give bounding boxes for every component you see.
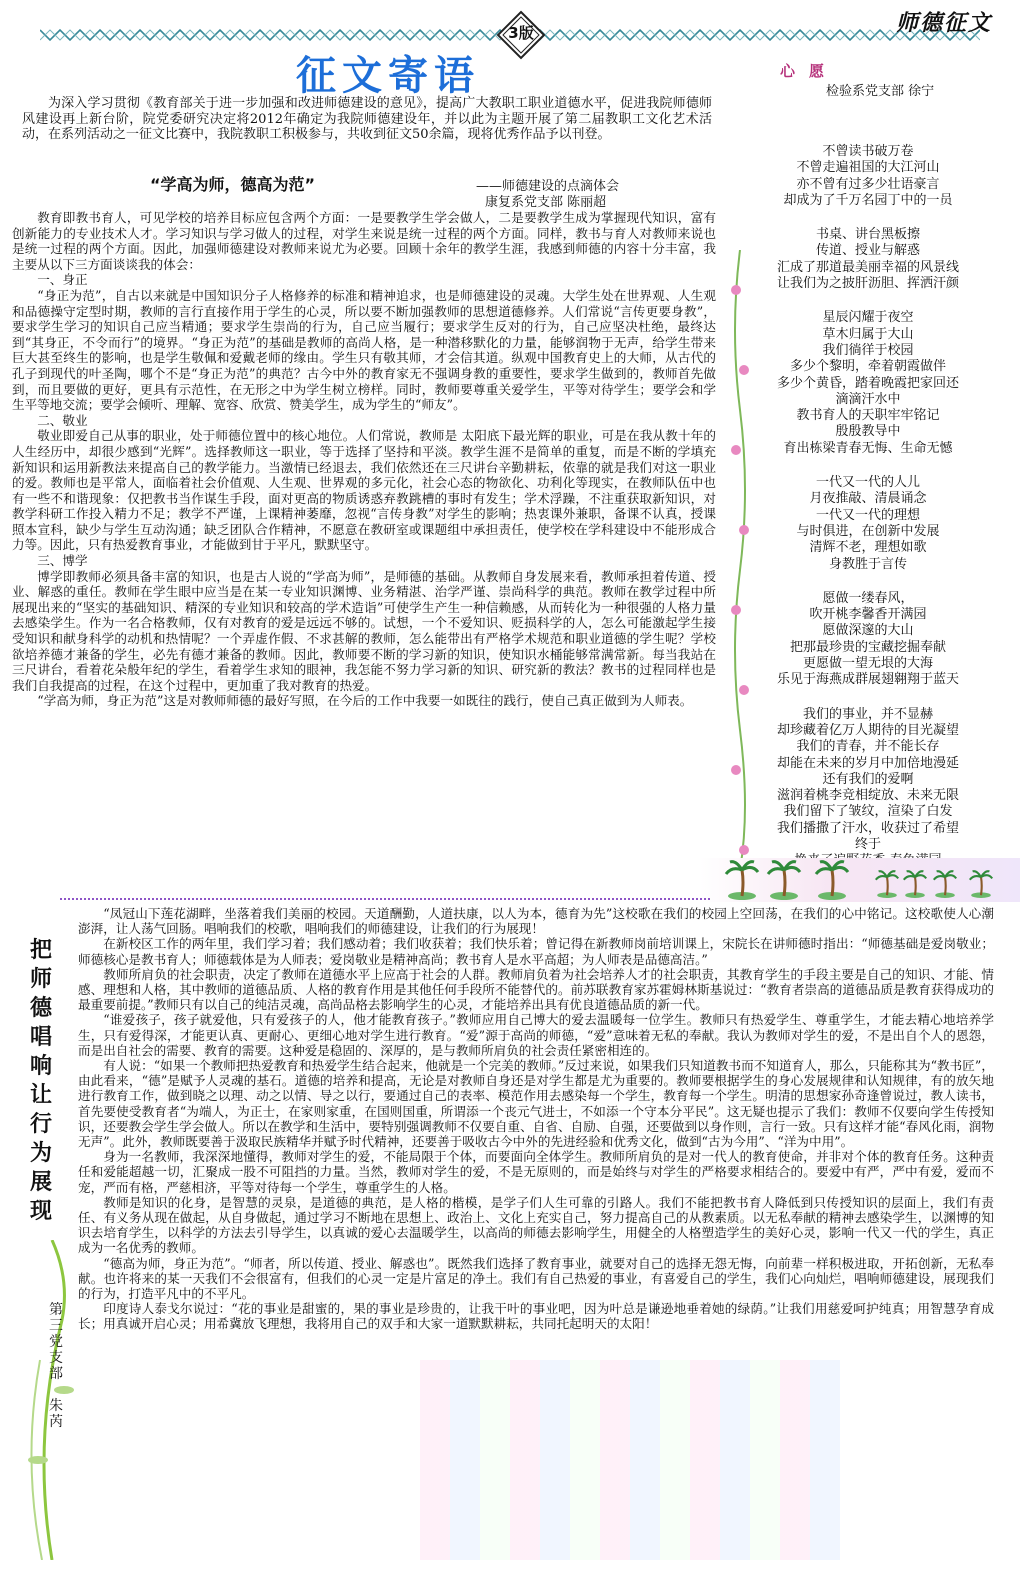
poem-line: 一代又一代的理想: [815, 507, 920, 523]
essay1-section-heading: 一、身正: [37, 272, 88, 288]
essay1-byline: 康复系党支部 陈丽超: [485, 195, 607, 210]
poem-line: 草木归属于大山: [822, 326, 914, 342]
poem-line: 把那最珍贵的宝藏挖掘奉献: [789, 639, 946, 655]
poem-line: 乐见于海燕成群展翅翱翔于蓝天: [776, 672, 959, 688]
poem-line: 却能在未来的岁月中加倍地漫延: [776, 755, 959, 771]
poem-line: 吹开桃李馨香开满园: [809, 607, 927, 623]
poem-line: 滋润着桃李竞相绽放、未来无限: [776, 788, 959, 804]
poem-stanza: [742, 707, 994, 870]
poem-body: [742, 144, 994, 888]
essay1-body: [12, 210, 716, 709]
palm-tree-icon: [904, 871, 926, 898]
masthead-title: 师德征文: [895, 11, 992, 36]
essay1-title: “学高为师，德高为范”: [150, 175, 316, 194]
poem-line: 我们留下了皱纹，渲染了白发: [783, 804, 953, 820]
essay1-paragraph: “学高为师，身正为范”这是对教师师德的最好写照，在今后的工作中我要一如既往的践行，使自己真正做到为人师表。: [37, 693, 693, 709]
poem-line: 多少个黎明，牵着朝霞做伴: [789, 359, 946, 375]
essay1-paragraph: 敬业即爱自己从事的职业，处于师德位置中的核心地位。人们常说，教师是 太阳底下最光辉的职业，可是在我从教十年的人生经历中，却很少感到“光辉”。选择教师这一职业，等于选择了坚持和平淡。教学生涯不是简单的重复，而是不断的学填充新知识和运用新教法来提高自己的教学能力。当激情已经退去，我们依然还在三尺讲台辛勤耕耘，依靠的就是我们对这一职业的爱。教师也是平常人，面临着社会价值观、人生观、世界观的多元化，社会心态的物欲化、功利化等现实，在教师队伍中也有一些不和谐现象：仅把教书当作谋生手段，面对更高的物质诱惑弃教跳槽的事时有发生；学术浮躁，不注重获取新知识，对教学科研工作投入精力不足；教学不严谨，上课精神萎靡，忽视“言传身教”对学生的影响；热衷课外兼职，备课不认真，授课照本宣科，缺少与学生互动沟通；缺乏团队合作精神，不愿意在教研室或课题组中承担责任，使学校在学科建设中不能形成合力等。因此，只有热爱教育事业，才能做到甘于平凡，默默坚守。: [12, 428, 716, 553]
poem-line: 月夜推敲、清晨诵念: [809, 491, 927, 507]
poem-line: 与时俱进，在创新中发展: [796, 523, 940, 539]
edition-badge: 3版: [508, 24, 534, 42]
poem-line: 更愿做一望无垠的大海: [802, 656, 933, 672]
poem-line: 让我们为之披肝沥胆、挥洒汗颜: [776, 276, 959, 292]
poem-line: 汇成了那道最美丽幸福的风景线: [776, 259, 959, 275]
essay2-paragraph: 印度诗人泰戈尔说过：“花的事业是甜蜜的，果的事业是珍贵的，让我干叶的事业吧，因为叶总是谦逊地垂着她的绿荫。”让我们用慈爱呵护纯真；用智慧孕育成长；用真诚开启心灵；用希冀放飞理想，我将用自己的双手和大家一道默默耕耘，共同托起明天的太阳！: [78, 1301, 994, 1332]
intro-paragraph: 为深入学习贯彻《教育部关于进一步加强和改进师德建设的意见》，提高广大教职工职业道德水平，促进我院师德师风建设再上新台阶，院党委研究决定将2012年确定为我院师德建设年，并以此为主题开展了第二届教职工文化艺术活动，在系列活动之一征文比赛中，我院教职工积极参与，共收到征文50余篇，现将优秀作品予以刊登。: [22, 96, 712, 142]
essay1-section-heading: 二、敬业: [37, 412, 88, 428]
poem-line: 星辰闪耀于夜空: [822, 310, 914, 326]
palm-tree-icon: [876, 871, 898, 898]
poem-line: 育出栋梁青春无悔、生命无憾: [783, 440, 953, 456]
palm-tree-icon: [768, 862, 800, 900]
essay2-paragraph: 教师是知识的化身，是智慧的灵泉，是道德的典范，是人格的楷模，是学子们人生可靠的引路人。我们不能把教书育人降低到只传授知识的层面上，我们有责任、有义务从现在做起，从自身做起，通过学习不断地在思想上、政治上、文化上充实自己，努力提高自己的从教素质。以无私奉献的精神去感染学生，以渊博的知识去培育学生，以科学的方法去引导学生，以真诚的爱心去温暖学生，以高尚的师德去影响学生，用健全的人格塑造学生的美好心灵，影响一代又一代的学生，真正成为一名优秀的教师。: [78, 1194, 994, 1256]
palm-tree-icon: [970, 871, 992, 898]
poem-line: 不曾读书破万卷: [822, 144, 914, 159]
essay2-author: 第 三 党 支 部 朱 芮: [49, 1302, 63, 1430]
palm-tree-icon: [934, 871, 956, 898]
essay2-paragraph: 在新校区工作的两年里，我们学习着；我们感动着；我们收获着；我们快乐着；曾记得在新教师岗前培训课上，宋院长在讲师德时指出：“师德基础是爱岗敬业；师德核心是教书育人；师德载体是为人师表；爱岗敬业是精神高尚；教书育人是水平高超；为人师表是品德高洁。”: [78, 936, 994, 967]
poem-line: 传道、授业与解惑: [815, 243, 920, 259]
poem-line: 我们播撒了汗水，收获过了希望: [776, 820, 959, 836]
pastel-background-decoration: [420, 1360, 840, 1560]
essay2-paragraph: “德高为师，身正为范”。“师者，所以传道、授业、解惑也”。既然我们选择了教育事业，就要对自己的选择无怨无悔，向前辈一样积极进取，开拓创新，无私奉献。也许将来的某一天我们不会很富有，但我们的心灵一定是片富足的净土。我们有自己热爱的事业，有喜爱自己的学生，我们心向灿烂，唱响师德建设，展现我们的行为，打造平凡中的不平凡。: [78, 1255, 994, 1302]
poem-line: 清辉不老，理想如歌: [809, 540, 927, 556]
poem-line: 滴滴汗水中: [835, 391, 901, 407]
poem-line: 书桌、讲台黑板擦: [815, 227, 920, 243]
essay1-paragraph: 教育即教书育人，可见学校的培养目标应包含两个方面：一是要教学生学会做人，二是要教学生成为掌握现代知识，富有创新能力的专业技术人才。学习知识与学习做人的过程，对学生来说是统一过程的两个方面。同样，教书与育人对教师来说也是统一过程的两个方面。因此，加强师德建设对教师来说尤为必要。回顾十余年的教学生涯，我感到师德的内容十分丰富，我主要从以下三方面谈谈我的体会：: [12, 210, 716, 272]
poem-stanza: [742, 310, 994, 457]
poem-line: 却珍藏着亿万人期待的目光凝望: [776, 722, 959, 738]
poem-line: 愿做一缕春风，: [822, 590, 914, 606]
essay1-subtitle: ——师德建设的点滴体会: [476, 179, 620, 194]
essay2-paragraph: “谁爱孩子，孩子就爱他，只有爱孩子的人，他才能教育孩子。”教师应用自己博大的爱去温暖每一位学生。教师只有热爱学生、尊重学生，才能去精心地培养学生，只有爱得深，才能更认真、更耐心、更细心地对学生进行教育。“爱”源于高尚的师德，“爱”意味着无私的奉献。我认为教师对学生的爱，不是出自个人的恩怨，而是出自社会的需要、教育的需要。这种爱是稳固的、深厚的，是与教师所肩负的社会责任紧密相连的。: [78, 1012, 994, 1058]
poem-line: 亦不曾有过多少壮语豪言: [796, 176, 940, 192]
poem-stanza: [742, 144, 994, 209]
poem-line: 多少个黄昏，踏着晚霞把家回还: [776, 375, 959, 391]
poem-line: 殷殷教导中: [835, 424, 901, 440]
poem-line: 终于: [854, 836, 881, 852]
poem-line: 一代又一代的人儿: [815, 475, 920, 491]
palm-tree-icon: [726, 862, 758, 900]
essay2-body: [78, 906, 994, 1332]
poem-line: 还有我们的爱啊: [822, 771, 914, 787]
essay1-paragraph: 博学即教师必须具备丰富的知识，也是古人说的“学高为师”，是师德的基础。从教师自身发展来看，教师承担着传道、授业、解惑的重任。教师在学生眼中应当是在某一专业知识渊博、业务精湛、治学严谨、崇尚科学的典范。教师在教学过程中所展现出来的“坚实的基础知识、精深的专业知识和较高的学术造诣”可使学生产生一种信赖感，从而转化为一种很强的人格力量去感染学生。作为一名合格教师，仅有对教育的爱是远远不够的。试想，一个不爱知识、贬损科学的人，怎么可能激起学生接受知识和献身科学的动机和热情呢？一个弄虚作假、不求甚解的教师，怎么能带出有严格学术规范和职业道德的学生呢？学校欲培养德才兼备的学生，必先有德才兼备的教师。因此，教师要不断的学习新的知识，使知识水桶能够常满常新。每当我站在三尺讲台，看着花朵般年纪的学生，看着学生求知的眼神，我怎能不努力学习新的知识、研究新的教法？教书的过程同样也是我们自我提高的过程，在这个过程中，更加重了我对教育的热爱。: [12, 568, 716, 693]
feature-title: 征文寄语: [296, 53, 480, 99]
poem-title: 心愿: [780, 62, 839, 80]
poem-line: 教书育人的天职牢牢铭记: [796, 408, 940, 424]
poem-line: 我们徜徉于校园: [822, 342, 914, 358]
poem-author: 检验系党支部 徐宁: [826, 84, 935, 99]
essay2-paragraph: 教师所肩负的社会职责，决定了教师在道德水平上应高于社会的人群。教师肩负着为社会培养人才的社会职责，其教育学生的手段主要是自己的知识、才能、情感、理想和人格，其中教师的道德品质、人格的教育作用是其他任何手段所不能替代的。前苏联教育家苏霍姆林斯基说过：“教育者崇高的道德品质是教育获得成功的最重要前提。”教师只有以自己的纯洁灵魂，高尚品格去影响学生的心灵，才能培养出具有优良道德品质的新一代。: [78, 966, 994, 1013]
poem-line: 我们的青春，并不能长存: [796, 739, 940, 755]
palm-tree-icon: [816, 862, 848, 900]
essay2-paragraph: 有人说：“如果一个教师把热爱教育和热爱学生结合起来，他就是一个完美的教师。”反过来说，如果我们只知道教书而不知道育人，那么，只能称其为“教书匠”，由此看来，“德”是赋予人灵魂的基石。道德的培养和提高，无论是对教师自身还是对学生都是尤为重要的。教师要根据学生的身心发展规律和认知规律，有的放矢地进行教育工作，做到晓之以理、动之以情、导之以行，要通过自己的表率、模范作用去感染每一个学生，教育每一个学生。明清的思想家孙奇逢曾说过，教人读书，首先要使受教育者“为端人，为正士，在家则家重，在国则国重，所谓添一个丧元气进士，不如添一个守本分平民”。这无疑也提示了我们：教师不仅要向学生传授知识，还要教会学生学会做人。所以在教学和生活中，要特别强调教师不仅要自重、自省、自励、自强，还要做到以身作则，言行一致。只有这样才能“春风化雨，润物无声”。此外，教师既要善于汲取民族精华并赋予时代精神，还要善于吸收古今中外的先进经验和优秀文化，做到“古为今用”、“洋为中用”。: [78, 1058, 994, 1150]
poem-line: 我们的事业，并不显赫: [802, 706, 933, 722]
essay1-paragraph: “身正为范”，自古以来就是中国知识分子人格修养的标准和精神追求，也是师德建设的灵魂。大学生处在世界观、人生观和品德操守定型时期，教师的言行直接作用于学生的心灵，所以要不断加强教师的思想道德修养。人们常说“言传更要身教”，要求学生学习的知识自己应当精通；要求学生崇尚的行为，自己应当履行；要求学生反对的行为，自己应坚决杜绝，最终达到“其身正，不令而行”的境界。“身正为范”的基础是教师的高尚人格，是一种潜移默化的力量，能够润物于无声，给学生带来巨大甚至终生的影响，也是学生敬佩和爱戴老师的缘由。学生只有敬其师，才会信其道。纵观中国教育史上的大师，从古代的孔子到现代的叶圣陶，哪个不是“身正为范”的典范？古今中外的教育家无不强调身教的重要性，要求学生做到的，教师首先做到，而且要做的更好，更具有示范性，在无形之中为学生树立榜样。同时，教师要尊重关爱学生，平等对待学生；要学会和学生平等地交流；要学会倾听、理解、宽容、欣赏、赞美学生，成为学生的“师友”。: [12, 287, 716, 413]
poem-stanza: [742, 227, 994, 292]
poem-stanza: [742, 591, 994, 689]
essay1-section-heading: 三、博学: [37, 553, 88, 569]
essay2-title: 把 师 德 唱 响 让 行 为 展 现: [29, 938, 52, 1224]
essay2-paragraph: 身为一名教师，我深深地懂得，教师对学生的爱，不能局限于个体，而要面向全体学生。教师所肩负的是对一代人的教育使命，并非对个体的教育任务。这种责任和爱能超越一切，汇聚成一股不可阻挡的力量。当然，教师对学生的爱，不是无原则的，而是始终与对学生的严格要求相结合的。要爱中有严，严中有爱，爱而不宠，严而有格，严慈相济，平等对待每一个学生，尊重学生的人格。: [78, 1149, 994, 1195]
poem-line: 不曾走遍祖国的大江河山: [796, 160, 940, 176]
poem-line: 却成为了千万名园丁中的一员: [783, 192, 953, 208]
poem-stanza: [742, 475, 994, 573]
essay2-paragraph: “凤冠山下莲花湖畔，坐落着我们美丽的校园。天道酬勤，人道扶康，以人为本，德育为先”这校歌在我们的校园上空回荡，在我们的心中铭记。这校歌使人心潮澎湃，让人荡气回肠。唱响我们的校歌，唱响我们的师德建设，让我们的行为展现！: [78, 906, 994, 937]
section-divider: [60, 898, 710, 900]
palm-tree-icon: [712, 856, 1012, 902]
poem-line: 愿做深邃的大山: [822, 623, 914, 639]
poem-line: 身教胜于言传: [828, 556, 907, 572]
